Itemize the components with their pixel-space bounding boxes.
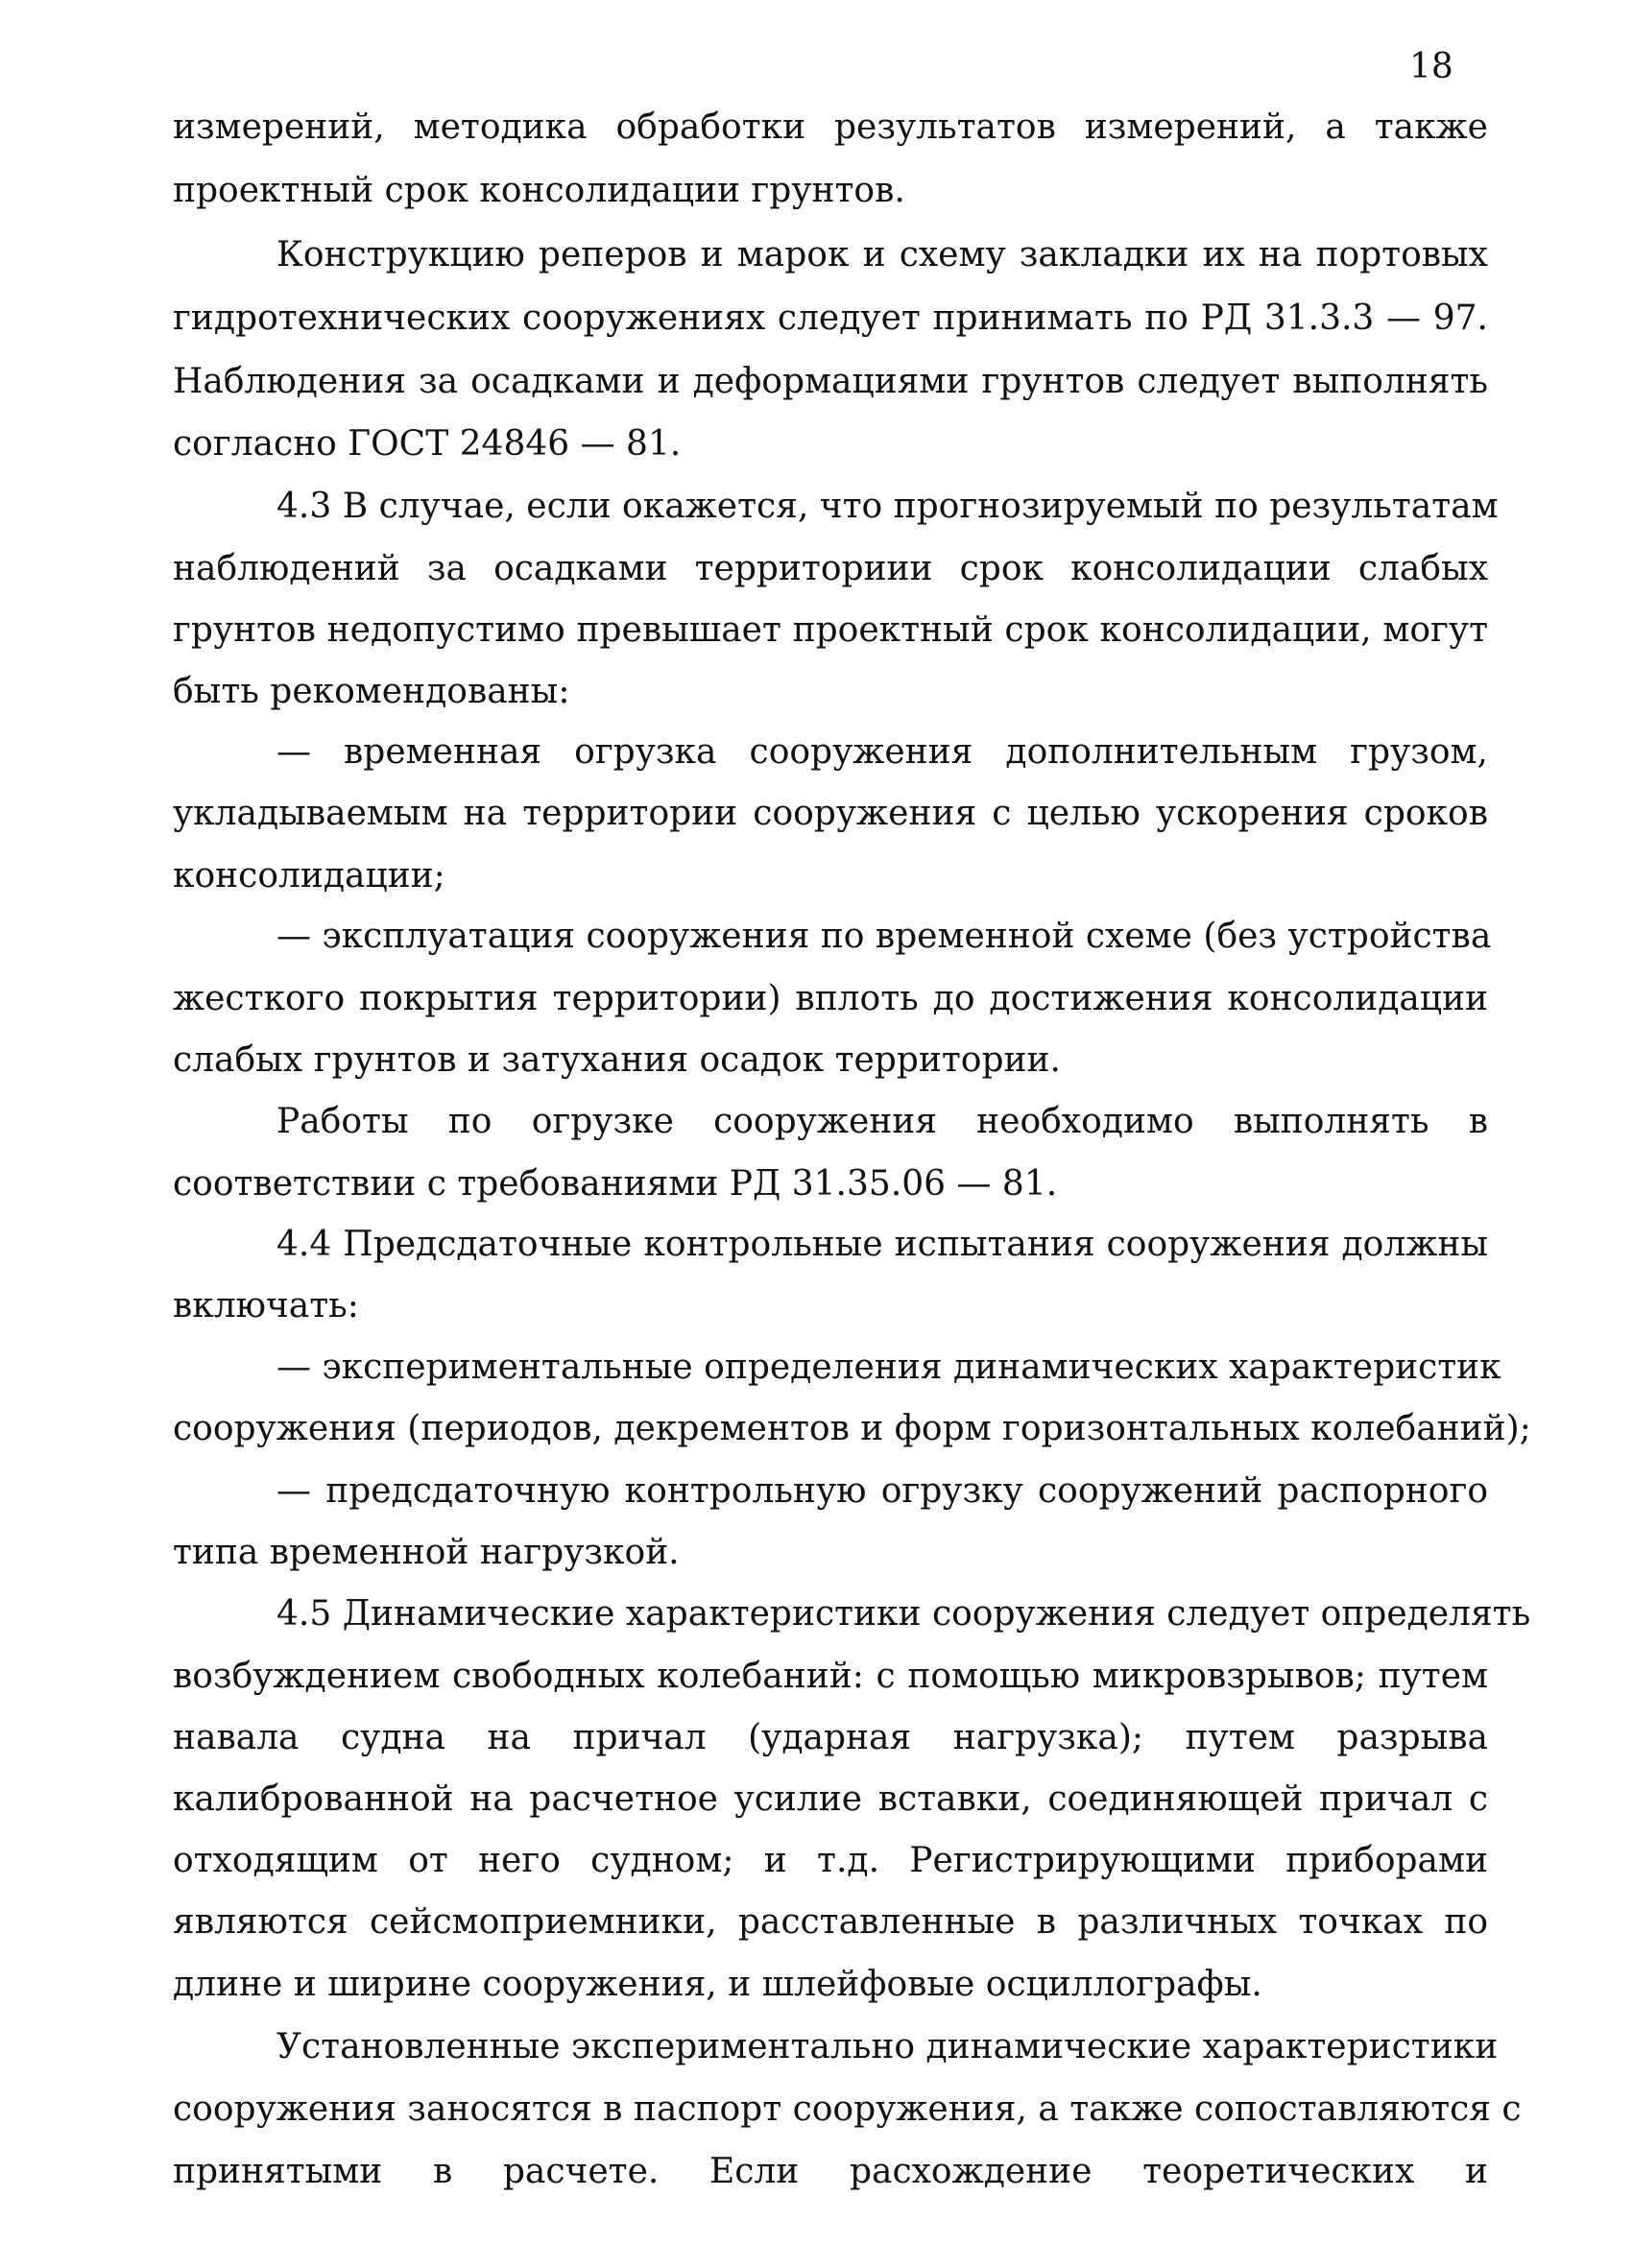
text-line: Конструкцию реперов и марок и схему закладки их на портовых <box>276 235 1488 275</box>
text-line: возбуждением свободных колебаний: с помощью микровзрывов; путем <box>173 1657 1488 1696</box>
text-line: длине и ширине сооружения, и шлейфовые осциллографы. <box>173 1965 1262 2004</box>
text-line: наблюдений за осадками территориии срок консолидации слабых <box>173 549 1488 588</box>
page-number: 18 <box>1409 47 1453 86</box>
text-line: жесткого покрытия территории) вплоть до достижения консолидации <box>173 979 1488 1018</box>
text-line: 4.5 Динамические характеристики сооружения следует определять <box>276 1594 1531 1634</box>
text-line: грунтов недопустимо превышает проектный срок консолидации, могут <box>173 610 1488 650</box>
text-line: 4.4 Предсдаточные контрольные испытания сооружения должны <box>276 1225 1488 1264</box>
text-line: укладываемым на территории сооружения с целью ускорения сроков <box>173 794 1488 833</box>
text-line: типа временной нагрузкой. <box>173 1533 680 1572</box>
text-line: принятыми в расчете. Если расхождение теоретических и <box>173 2152 1488 2191</box>
text-line: являются сейсмоприемники, расставленные в различных точках по <box>173 1902 1488 1942</box>
text-line: включать: <box>173 1286 359 1325</box>
text-line: калиброванной на расчетное усилие вставки, соединяющей причал с <box>173 1779 1488 1819</box>
text-line: измерений, методика обработки результатов измерений, а также <box>173 107 1488 147</box>
text-line: Установленные экспериментально динамические характеристики <box>276 2027 1499 2066</box>
text-line: навала судна на причал (ударная нагрузка); путем разрыва <box>173 1718 1488 1757</box>
text-line: консолидации; <box>173 856 445 895</box>
text-line: слабых грунтов и затухания осадок территории. <box>173 1040 1061 1080</box>
text-line: — временная огрузка сооружения дополнительным грузом, <box>276 732 1488 772</box>
text-line: — предсдаточную контрольную огрузку сооружений распорного <box>276 1471 1488 1511</box>
text-line: сооружения заносятся в паспорт сооружения, а также сопоставляются с <box>173 2089 1522 2129</box>
text-line: быть рекомендованы: <box>173 672 570 711</box>
text-line: Работы по огрузке сооружения необходимо выполнять в <box>276 1102 1488 1141</box>
text-line: сооружения (периодов, декрементов и форм горизонтальных колебаний); <box>173 1409 1531 1448</box>
text-line: 4.3 В случае, если окажется, что прогнозируемый по результатам <box>276 487 1499 526</box>
text-line: соответствии с требованиями РД 31.35.06 — 81. <box>173 1164 1058 1204</box>
text-line: Наблюдения за осадками и деформациями грунтов следует выполнять <box>173 362 1488 401</box>
text-line: проектный срок консолидации грунтов. <box>173 171 905 210</box>
text-line: — эксплуатация сооружения по временной схеме (без устройства <box>276 917 1492 956</box>
text-line: согласно ГОСТ 24846 — 81. <box>173 424 682 464</box>
text-line: — экспериментальные определения динамических характеристик <box>276 1348 1501 1387</box>
text-line: отходящим от него судном; и т.д. Регистрирующими приборами <box>173 1841 1488 1880</box>
text-line: гидротехнических сооружениях следует принимать по РД 31.3.3 — 97. <box>173 298 1488 338</box>
